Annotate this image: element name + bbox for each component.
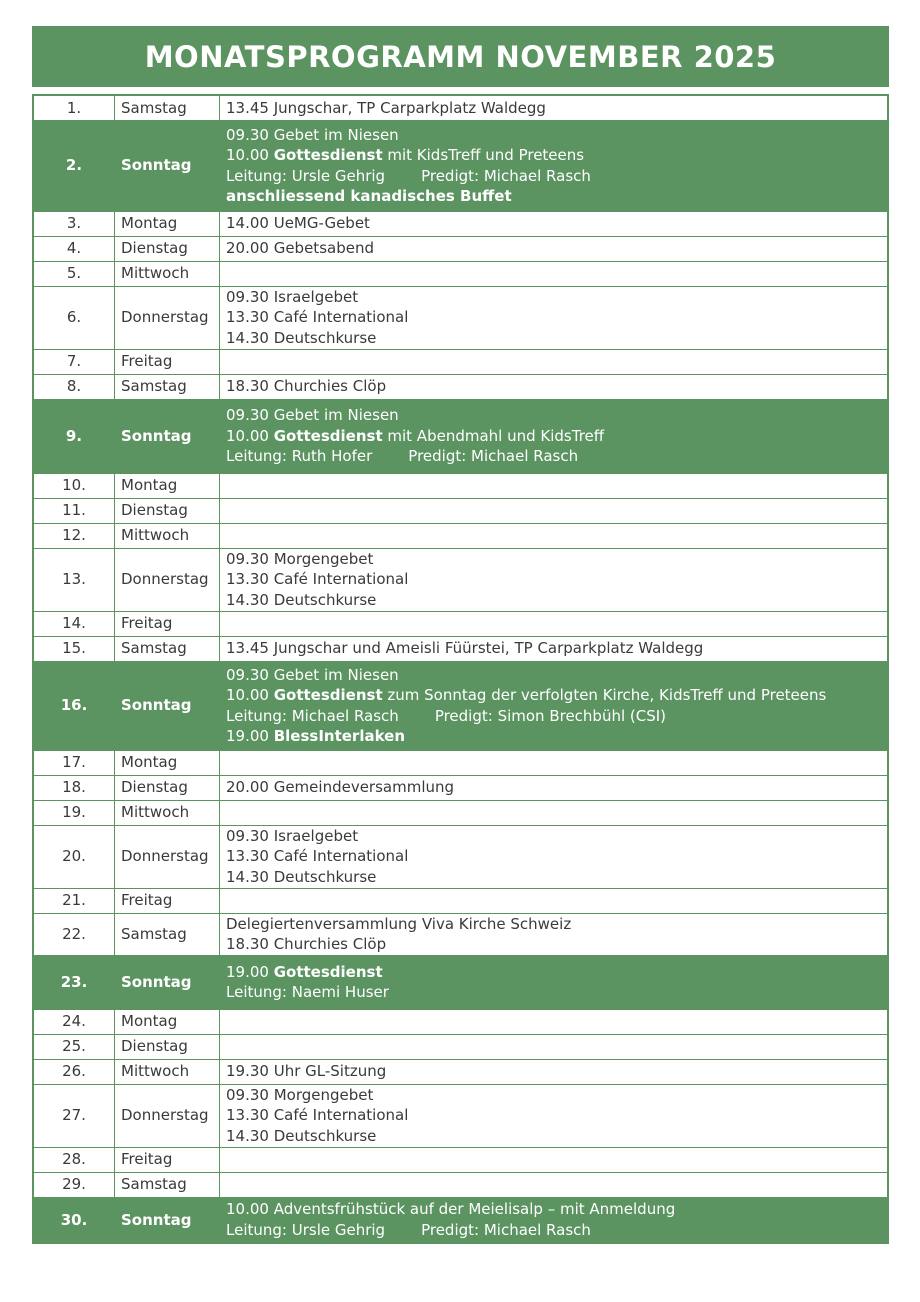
- event-detail: zum Sonntag der verfolgten Kirche, KidsTreff und Preteens: [382, 686, 827, 704]
- day-number: 4.: [33, 236, 115, 261]
- events-cell: [220, 661, 889, 750]
- day-number: 13.: [33, 548, 115, 611]
- events-cell: [220, 1147, 889, 1172]
- day-row: [33, 374, 888, 399]
- day-number: 30.: [33, 1197, 115, 1243]
- events-cell: [220, 1034, 889, 1059]
- day-number: 16.: [33, 661, 115, 750]
- day-number: 6.: [33, 286, 115, 349]
- day-number: 18.: [33, 775, 115, 800]
- event-time: 10.00: [226, 146, 274, 164]
- day-row: [33, 1034, 888, 1059]
- events-cell: [220, 473, 889, 498]
- weekday-name: Samstag: [115, 636, 220, 661]
- day-number: 2.: [33, 120, 115, 211]
- page-title: MONATSPROGRAMM NOVEMBER 2025: [32, 26, 889, 87]
- predigt-text: Predigt: Michael Rasch: [408, 447, 579, 466]
- day-number: 10.: [33, 473, 115, 498]
- event-line: 13.30 Café International: [226, 570, 409, 589]
- event-line: 13.30 Café International: [226, 308, 409, 327]
- event-line: 09.30 Morgengebet: [226, 549, 374, 568]
- events-cell: [220, 1084, 889, 1147]
- leitung-text: Leitung: Michael Rasch: [226, 706, 399, 725]
- day-row: [33, 1009, 888, 1034]
- event-highlight: Gottesdienst: [273, 146, 383, 164]
- leitung-text: Leitung: Ruth Hofer: [226, 447, 373, 466]
- event-time: 19.00: [226, 727, 274, 745]
- event-line: [226, 186, 881, 207]
- day-row: [33, 1172, 888, 1197]
- weekday-name: Donnerstag: [115, 286, 220, 349]
- day-number: 28.: [33, 1147, 115, 1172]
- event-line: 14.30 Deutschkurse: [226, 867, 377, 886]
- events-cell: [220, 636, 889, 661]
- day-number: 21.: [33, 888, 115, 913]
- weekday-name: Montag: [115, 473, 220, 498]
- weekday-name: Freitag: [115, 349, 220, 374]
- sunday-row: [33, 120, 888, 211]
- day-row: [33, 825, 888, 888]
- event-line: 20.00 Gebetsabend: [226, 239, 374, 258]
- weekday-name: Mittwoch: [115, 1059, 220, 1084]
- sunday-row: [33, 1197, 888, 1243]
- event-line: 13.45 Jungschar, TP Carparkplatz Waldegg: [226, 98, 546, 117]
- event-line: [226, 962, 881, 983]
- weekday-name: Sonntag: [115, 120, 220, 211]
- event-line: 10.00 Adventsfrühstück auf der Meielisalp – mit Anmeldung: [226, 1200, 676, 1219]
- event-line: [226, 145, 881, 166]
- events-cell: [220, 286, 889, 349]
- schedule-table: [32, 94, 889, 1244]
- sunday-row: [33, 661, 888, 750]
- events-cell: [220, 1172, 889, 1197]
- event-line: Leitung: Naemi Huser: [226, 983, 389, 1001]
- weekday-name: Mittwoch: [115, 523, 220, 548]
- event-detail: mit Abendmahl und KidsTreff: [382, 426, 605, 445]
- events-cell: [220, 888, 889, 913]
- event-line: 20.00 Gemeindeversammlung: [226, 778, 455, 797]
- event-line: 13.30 Café International: [226, 847, 409, 866]
- weekday-name: Dienstag: [115, 236, 220, 261]
- day-row: [33, 473, 888, 498]
- event-line: 09.30 Gebet im Niesen: [226, 406, 399, 425]
- day-number: 26.: [33, 1059, 115, 1084]
- event-line: 14.00 UeMG-Gebet: [226, 214, 370, 233]
- day-number: 12.: [33, 523, 115, 548]
- event-line: 09.30 Morgengebet: [226, 1085, 374, 1104]
- day-number: 17.: [33, 750, 115, 775]
- events-cell: [220, 120, 889, 211]
- day-row: [33, 750, 888, 775]
- day-number: 7.: [33, 349, 115, 374]
- events-cell: [220, 611, 889, 636]
- day-number: 24.: [33, 1009, 115, 1034]
- day-row: [33, 775, 888, 800]
- event-line: 14.30 Deutschkurse: [226, 590, 377, 609]
- day-number: 27.: [33, 1084, 115, 1147]
- event-time: 19.00: [226, 962, 274, 981]
- events-cell: [220, 955, 889, 1009]
- weekday-name: Samstag: [115, 1172, 220, 1197]
- day-number: 14.: [33, 611, 115, 636]
- predigt-text: Predigt: Simon Brechbühl (CSI): [434, 706, 667, 725]
- events-cell: [220, 349, 889, 374]
- event-line: 09.30 Gebet im Niesen: [226, 665, 399, 684]
- day-number: 1.: [33, 95, 115, 120]
- event-line: 18.30 Churchies Clöp: [226, 377, 387, 396]
- day-number: 5.: [33, 261, 115, 286]
- event-line: [226, 426, 881, 447]
- day-number: 22.: [33, 913, 115, 955]
- day-row: [33, 523, 888, 548]
- events-cell: [220, 523, 889, 548]
- events-cell: [220, 800, 889, 825]
- weekday-name: Donnerstag: [115, 1084, 220, 1147]
- day-number: 9.: [33, 399, 115, 473]
- event-time: 10.00: [226, 686, 274, 704]
- events-cell: [220, 261, 889, 286]
- event-line: [226, 685, 881, 706]
- day-row: [33, 1147, 888, 1172]
- sunday-row: [33, 399, 888, 473]
- event-line: [226, 446, 881, 467]
- weekday-name: Freitag: [115, 888, 220, 913]
- day-row: [33, 913, 888, 955]
- weekday-name: Donnerstag: [115, 825, 220, 888]
- day-row: [33, 95, 888, 120]
- event-line: 14.30 Deutschkurse: [226, 328, 377, 347]
- day-number: 19.: [33, 800, 115, 825]
- leitung-text: Leitung: Ursle Gehrig: [226, 166, 386, 185]
- events-cell: [220, 1009, 889, 1034]
- predigt-text: Predigt: Michael Rasch: [421, 166, 591, 185]
- weekday-name: Montag: [115, 1009, 220, 1034]
- events-cell: [220, 498, 889, 523]
- weekday-name: Sonntag: [115, 955, 220, 1009]
- day-row: [33, 548, 888, 611]
- event-line: 13.45 Jungschar und Ameisli Füürstei, TP Carparkplatz Waldegg: [226, 639, 704, 658]
- events-cell: [220, 913, 889, 955]
- weekday-name: Samstag: [115, 913, 220, 955]
- event-line: 18.30 Churchies Clöp: [226, 935, 387, 953]
- weekday-name: Sonntag: [115, 399, 220, 473]
- day-number: 8.: [33, 374, 115, 399]
- events-cell: [220, 825, 889, 888]
- weekday-name: Dienstag: [115, 498, 220, 523]
- weekday-name: Mittwoch: [115, 261, 220, 286]
- day-number: 25.: [33, 1034, 115, 1059]
- event-line: 09.30 Israelgebet: [226, 287, 359, 306]
- day-number: 15.: [33, 636, 115, 661]
- events-cell: [220, 374, 889, 399]
- event-highlight: Gottesdienst: [273, 962, 383, 981]
- weekday-name: Montag: [115, 211, 220, 236]
- event-line: 19.30 Uhr GL-Sitzung: [226, 1062, 387, 1081]
- event-highlight: Gottesdienst: [273, 426, 383, 445]
- event-highlight: anschliessend kanadisches Buffet: [226, 187, 512, 205]
- day-number: 29.: [33, 1172, 115, 1197]
- events-cell: [220, 399, 889, 473]
- weekday-name: Dienstag: [115, 1034, 220, 1059]
- weekday-name: Montag: [115, 750, 220, 775]
- day-row: [33, 349, 888, 374]
- event-line: Delegiertenversammlung Viva Kirche Schweiz: [226, 914, 572, 933]
- events-cell: [220, 1059, 889, 1084]
- events-cell: [220, 211, 889, 236]
- events-cell: [220, 236, 889, 261]
- weekday-name: Mittwoch: [115, 800, 220, 825]
- day-row: [33, 1084, 888, 1147]
- day-number: 20.: [33, 825, 115, 888]
- event-line: 14.30 Deutschkurse: [226, 1126, 377, 1145]
- event-highlight: BlessInterlaken: [273, 727, 406, 745]
- day-row: [33, 1059, 888, 1084]
- weekday-name: Donnerstag: [115, 548, 220, 611]
- day-row: [33, 611, 888, 636]
- events-cell: [220, 548, 889, 611]
- weekday-name: Freitag: [115, 611, 220, 636]
- day-row: [33, 636, 888, 661]
- day-row: [33, 498, 888, 523]
- weekday-name: Samstag: [115, 95, 220, 120]
- day-row: [33, 236, 888, 261]
- event-line: 09.30 Gebet im Niesen: [226, 125, 399, 144]
- event-line: [226, 706, 881, 727]
- leitung-text: Leitung: Ursle Gehrig: [226, 1220, 386, 1239]
- event-line: 13.30 Café International: [226, 1106, 409, 1125]
- event-line: [226, 166, 881, 187]
- sunday-row: [33, 955, 888, 1009]
- events-cell: [220, 1197, 889, 1243]
- day-row: [33, 261, 888, 286]
- event-time: 10.00: [226, 426, 274, 445]
- weekday-name: Sonntag: [115, 1197, 220, 1243]
- weekday-name: Sonntag: [115, 661, 220, 750]
- events-cell: [220, 775, 889, 800]
- day-number: 3.: [33, 211, 115, 236]
- events-cell: [220, 750, 889, 775]
- schedule-body: [33, 95, 888, 1243]
- day-row: [33, 888, 888, 913]
- event-line: 09.30 Israelgebet: [226, 826, 359, 845]
- weekday-name: Dienstag: [115, 775, 220, 800]
- event-detail: mit KidsTreff und Preteens: [382, 146, 585, 164]
- predigt-text: Predigt: Michael Rasch: [421, 1220, 591, 1239]
- events-cell: [220, 95, 889, 120]
- event-line: [226, 1220, 881, 1241]
- day-row: [33, 211, 888, 236]
- day-row: [33, 286, 888, 349]
- day-row: [33, 800, 888, 825]
- weekday-name: Freitag: [115, 1147, 220, 1172]
- weekday-name: Samstag: [115, 374, 220, 399]
- day-number: 23.: [33, 955, 115, 1009]
- event-line: [226, 726, 881, 747]
- event-highlight: Gottesdienst: [273, 686, 383, 704]
- day-number: 11.: [33, 498, 115, 523]
